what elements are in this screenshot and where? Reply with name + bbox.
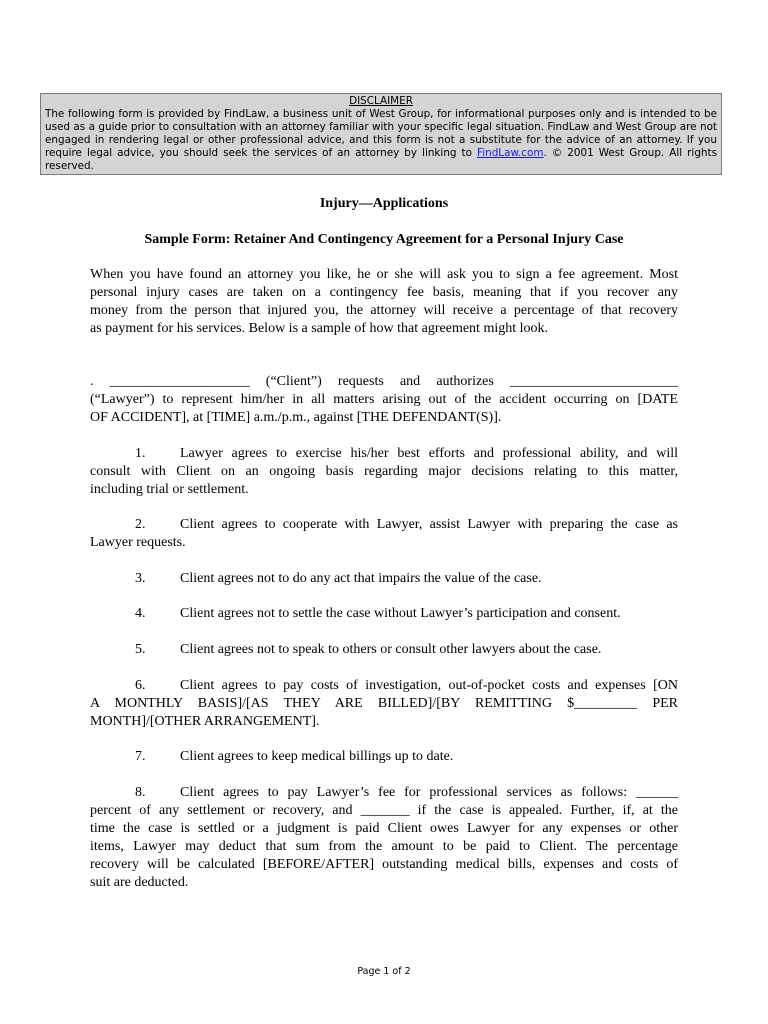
document-subheading: Sample Form: Retainer And Contingency Agreement for a Personal Injury Case xyxy=(144,232,624,247)
clause-text: Lawyer requests. xyxy=(90,535,186,550)
clause-2 xyxy=(90,516,678,552)
clause-number: 4. xyxy=(135,606,146,621)
clause-number: 8. xyxy=(135,785,146,800)
clause-5 xyxy=(90,641,678,659)
intro-line: money from the person that injured you, the attorney will receive a percentage of that recovery xyxy=(90,303,678,318)
clause-text: recovery will be calculated [BEFORE/AFTER] outstanding medical bills, expenses and costs of xyxy=(90,857,678,872)
clause-3 xyxy=(90,570,678,588)
intro-line: personal injury cases are taken on a contingency fee basis, meaning that if you recover any xyxy=(90,285,678,300)
opening-line: . ____________________ (“Client”) requests and authorizes ________________________ xyxy=(90,374,678,389)
clause-4 xyxy=(90,605,678,623)
clause-text: including trial or settlement. xyxy=(90,482,249,497)
clause-6 xyxy=(90,677,678,731)
clause-number: 7. xyxy=(135,749,146,764)
disclaimer-body-part-2: . © 2001 West Group. All rights reserved. xyxy=(45,147,717,172)
disclaimer-body-part-1: The following form is provided by FindLaw, a business unit of West Group, for informational purposes only and is intended to be used as a guide prior to consultation with an attorney familiar with your specific legal situation. FindLaw and West Group are not engaged in rendering legal or other professional advice, and this form is not a substitute for the advice of an attorney. If you require legal advice, you should seek the services of an attorney by linking to xyxy=(45,108,717,159)
disclaimer-box xyxy=(40,93,722,175)
findlaw-link[interactable]: FindLaw.com xyxy=(477,147,544,159)
clause-text: MONTH]/[OTHER ARRANGEMENT]. xyxy=(90,714,320,729)
clause-number: 1. xyxy=(135,446,146,461)
clause-text: Lawyer agrees to exercise his/her best efforts and professional ability, and will xyxy=(180,446,678,461)
opening-line: OF ACCIDENT], at [TIME] a.m./p.m., against [THE DEFENDANT(S)]. xyxy=(90,410,502,425)
clause-text: Client agrees to pay Lawyer’s fee for professional services as follows: ______ xyxy=(180,785,678,800)
disclaimer-text xyxy=(45,108,717,173)
clause-text: Client agrees to keep medical billings up to date. xyxy=(180,749,454,764)
clause-text: items, Lawyer may deduct that sum from the amount to be paid to Client. The percentage xyxy=(90,839,678,854)
page-number: Page 1 of 2 xyxy=(357,966,411,977)
clause-text: Client agrees not to settle the case without Lawyer’s participation and consent. xyxy=(180,606,621,621)
clause-text: A MONTHLY BASIS]/[AS THEY ARE BILLED]/[BY REMITTING $_________ PER xyxy=(90,696,678,711)
clause-text: Client agrees to pay costs of investigation, out-of-pocket costs and expenses [ON xyxy=(180,678,678,693)
clause-text: Client agrees not to speak to others or consult other lawyers about the case. xyxy=(180,642,602,657)
clause-1 xyxy=(90,445,678,499)
intro-line: When you have found an attorney you like, he or she will ask you to sign a fee agreement. Most xyxy=(90,267,678,282)
clause-text: suit are deducted. xyxy=(90,875,189,890)
clause-text: Client agrees to cooperate with Lawyer, assist Lawyer with preparing the case as xyxy=(180,517,678,532)
clause-text: percent of any settlement or recovery, and _______ if the case is appealed. Further, if, at the xyxy=(90,803,678,818)
intro-line: as payment for his services. Below is a sample of how that agreement might look. xyxy=(90,321,549,336)
clause-number: 3. xyxy=(135,571,146,586)
clause-text: time the case is settled or a judgment is paid Client owes Lawyer for any expenses or other xyxy=(90,821,678,836)
disclaimer-title: DISCLAIMER xyxy=(349,95,413,107)
clause-number: 2. xyxy=(135,517,146,532)
opening-paragraph xyxy=(90,373,678,427)
clause-8 xyxy=(90,784,678,892)
clause-text: Client agrees not to do any act that impairs the value of the case. xyxy=(180,571,542,586)
opening-line: (“Lawyer”) to represent him/her in all matters arising out of the accident occurring on [DATE xyxy=(90,392,678,407)
intro-paragraph xyxy=(90,266,678,338)
clause-number: 6. xyxy=(135,678,146,693)
clause-7 xyxy=(90,748,678,766)
clause-text: consult with Client on an ongoing basis regarding major decisions relating to this matter, xyxy=(90,464,678,479)
clause-number: 5. xyxy=(135,642,146,657)
document-heading: Injury—Applications xyxy=(319,196,449,211)
